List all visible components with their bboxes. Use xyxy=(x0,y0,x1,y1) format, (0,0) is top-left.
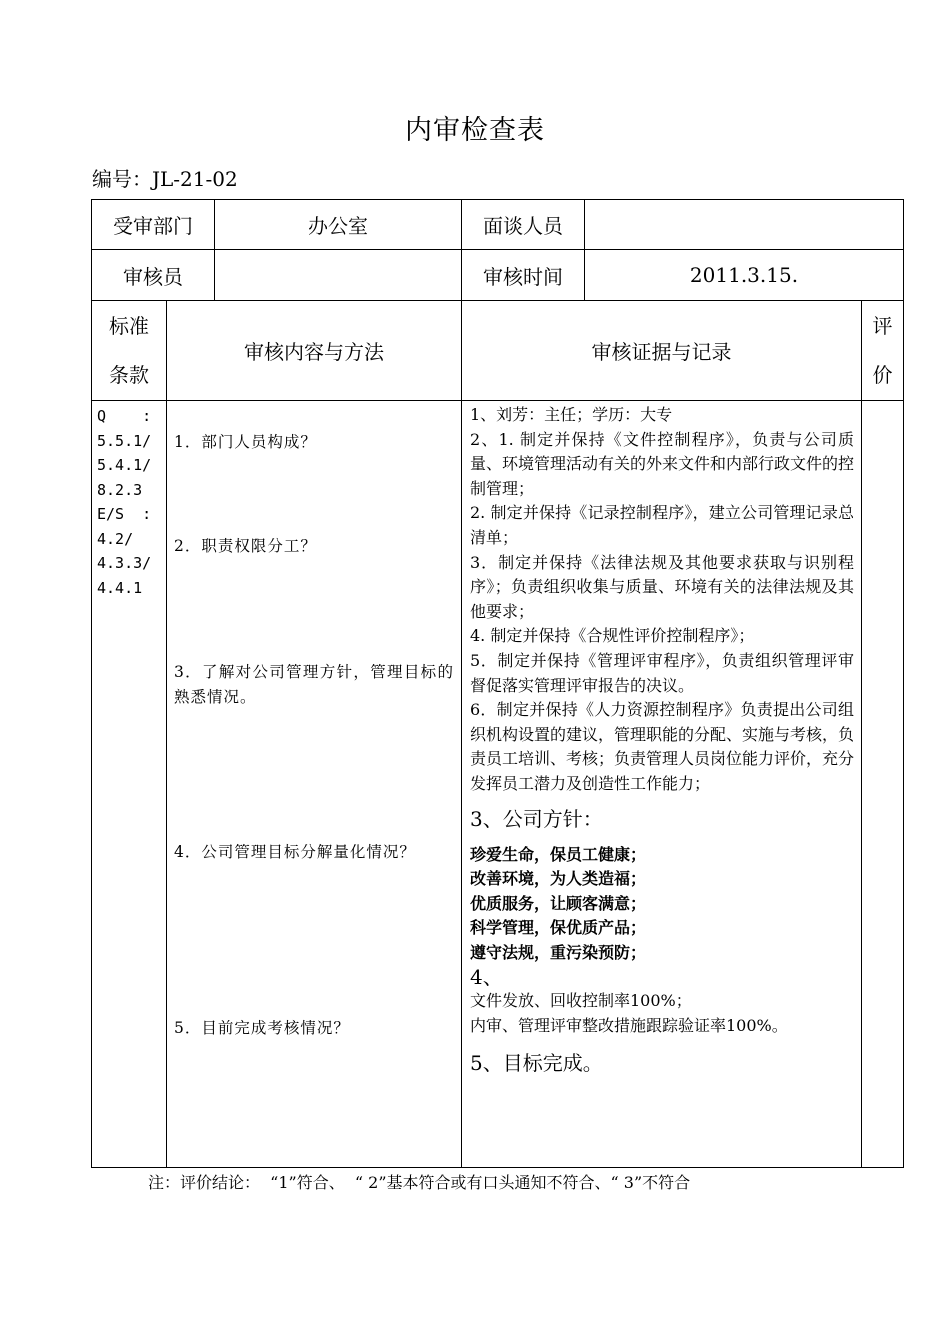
evidence-column-header: 审核证据与记录 xyxy=(591,340,732,364)
audit-item-2: 2．职责权限分工？ xyxy=(174,537,317,555)
clause-line: 5.4.1/ xyxy=(97,456,152,474)
evidence-paragraph: 5．制定并保持《管理评审程序》，负责组织管理评审督促落实管理评审报告的决议。 xyxy=(470,650,854,695)
clause-line: 4.2/ xyxy=(97,529,134,548)
evidence-paragraph: 2. 制定并保持《记录控制程序》，建立公司管理记录总清单； xyxy=(470,503,854,547)
dept-value: 办公室 xyxy=(308,214,368,238)
clause-line: 5.5.1/ xyxy=(97,431,152,450)
evidence-paragraph: 内审、管理评审整改措施跟踪验证率100%。 xyxy=(470,1016,788,1036)
evidence-paragraph: 2、1. 制定并保持《文件控制程序》，负责与公司质量、环境管理活动有关的外来文件和内部行政文件的控制管理； xyxy=(470,429,855,498)
content-column-header: 审核内容与方法 xyxy=(244,340,384,364)
policy-heading: 3、公司方针： xyxy=(470,806,603,831)
audit-time-label: 审核时间 xyxy=(483,264,563,289)
clause-line: 4.4.1 xyxy=(97,578,143,597)
standard-clauses xyxy=(97,404,163,600)
document-number: 编号：JL-21-02 xyxy=(92,167,238,191)
clause-line: 4.3.3/ xyxy=(97,554,152,572)
eval-header-line1: 评 xyxy=(872,313,893,338)
evidence-paragraph: 5、目标完成。 xyxy=(470,1050,603,1075)
interviewee-value xyxy=(585,200,903,249)
evidence-paragraph: 3．制定并保持《法律法规及其他要求获取与识别程序》；负责组织收集与质量、环境有关的法律法规及其他要求； xyxy=(470,552,854,621)
audit-evidence xyxy=(470,403,854,1077)
evidence-paragraph: 4. 制定并保持《合规性评价控制程序》； xyxy=(470,626,755,646)
clause-header-line1: 标准 xyxy=(109,313,149,338)
audit-item-3: 3．了解对公司管理方针，管理目标的熟悉情况。 xyxy=(174,663,454,706)
evidence-paragraph: 1、刘芳：主任；学历：大专 xyxy=(470,405,673,424)
policy-line: 遵守法规，重污染预防； xyxy=(470,942,647,962)
policy-line: 科学管理，保优质产品； xyxy=(470,918,647,938)
clause-column-header xyxy=(92,301,166,400)
evidence-paragraph: 6．制定并保持《人力资源控制程序》负责提出公司组织机构设置的建议，管理职能的分配、实施与考核，负责员工培训、考核；负责管理人员岗位能力评价，充分发挥员工潜力及创造性工作能力； xyxy=(470,700,855,793)
audit-item-5: 5．目前完成考核情况？ xyxy=(174,1019,350,1037)
document-title: 内审检查表 xyxy=(405,115,545,146)
policy-line: 珍爱生命，保员工健康； xyxy=(470,844,647,864)
audit-item-1: 1．部门人员构成？ xyxy=(174,433,317,451)
evidence-paragraph: 文件发放、回收控制率100%； xyxy=(470,991,692,1011)
clause-line: 8.2.3 xyxy=(97,480,143,499)
clause-line: E/S : xyxy=(97,505,152,523)
auditor-label: 审核员 xyxy=(123,264,183,289)
evaluation-column-header xyxy=(862,301,903,400)
auditor-value xyxy=(215,250,461,300)
audit-item-4: 4．公司管理目标分解量化情况？ xyxy=(174,843,416,861)
dept-label: 受审部门 xyxy=(113,214,193,238)
interviewee-label: 面谈人员 xyxy=(483,214,563,238)
evaluation-note: 注：评价结论： “1”符合、 “ 2”基本符合或有口头通知不符合、“ 3”不符合 xyxy=(148,1173,691,1192)
policy-line: 改善环境，为人类造福； xyxy=(470,869,647,889)
evidence-paragraph: 4、 xyxy=(470,965,503,990)
policy-line: 优质服务，让顾客满意； xyxy=(470,893,647,913)
eval-header-line2: 价 xyxy=(872,362,893,387)
audit-time-value: 2011.3.15. xyxy=(689,263,799,287)
clause-header-line2: 条款 xyxy=(109,362,149,387)
clause-line: Q : xyxy=(97,407,152,425)
